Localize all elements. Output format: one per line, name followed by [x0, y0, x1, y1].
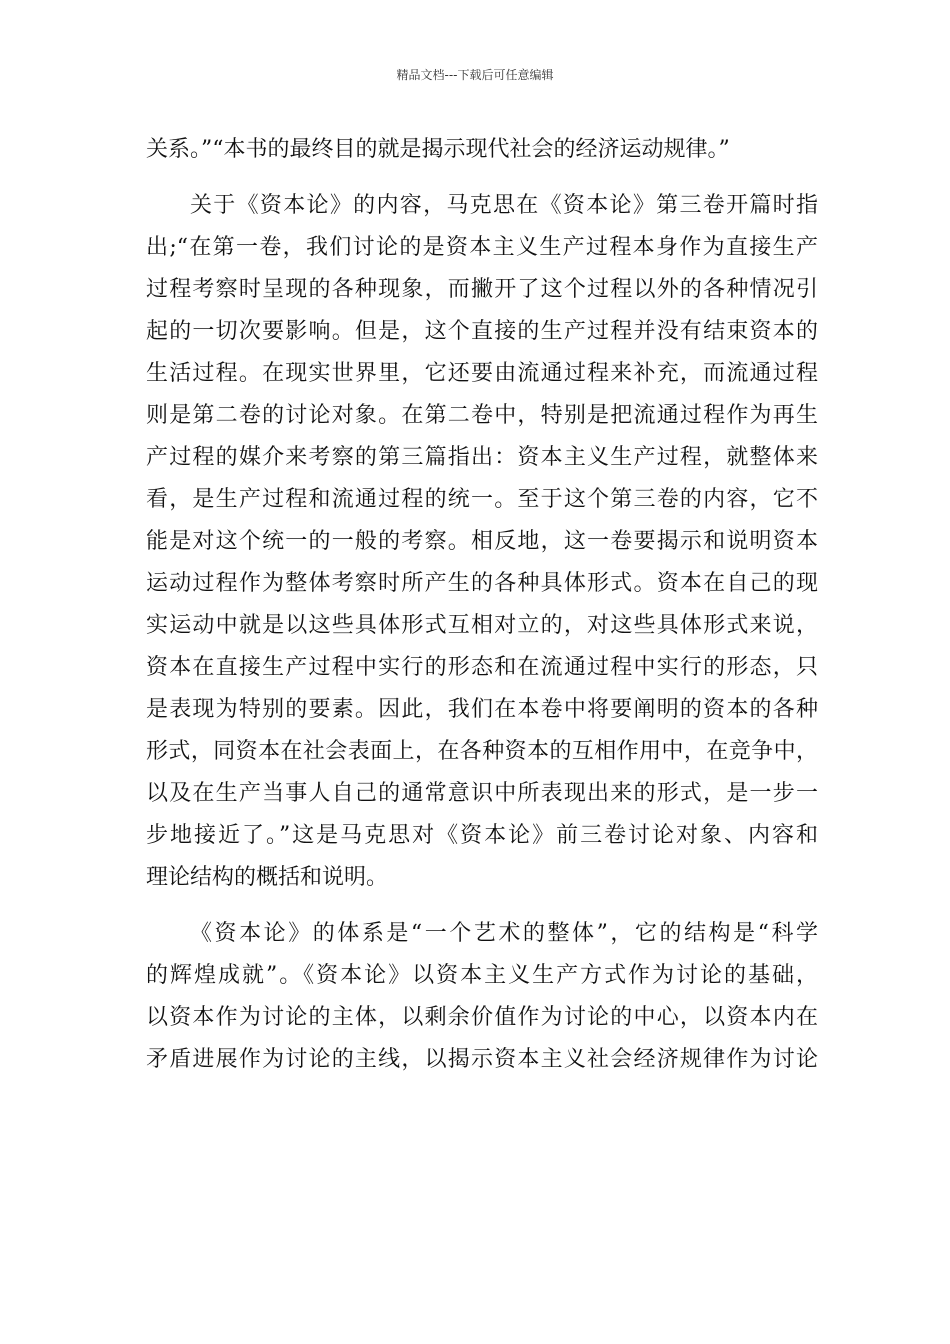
page-header: 精品文档---下载后可任意编辑	[396, 68, 554, 82]
text-line: 出;“在第一卷，我们讨论的是资本主义生产过程本身作为直接生产	[146, 235, 818, 260]
text-line: 《资本论》的体系是“一个艺术的整体”，它的结构是“科学	[190, 921, 818, 946]
text-line: 起的一切次要影响。但是，这个直接的生产过程并没有结束资本的	[146, 319, 818, 344]
paragraph	[146, 185, 818, 899]
text-line: 步地接近了。”这是马克思对《资本论》前三卷讨论对象、内容和	[146, 823, 818, 848]
paragraph	[146, 129, 818, 171]
document-body	[146, 129, 818, 1081]
text-line: 矛盾进展作为讨论的主线，以揭示资本主义社会经济规律作为讨论	[146, 1047, 818, 1072]
text-line: 生活过程。在现实世界里，它还要由流通过程来补充，而流通过程	[146, 361, 818, 386]
text-line: 是表现为特别的要素。因此，我们在本卷中将要阐明的资本的各种	[146, 697, 818, 722]
text-line: 关系。”“本书的最终目的就是揭示现代社会的经济运动规律。”	[146, 137, 730, 162]
text-line: 运动过程作为整体考察时所产生的各种具体形式。资本在自己的现	[146, 571, 818, 596]
text-line: 产过程的媒介来考察的第三篇指出：资本主义生产过程，就整体来	[146, 445, 818, 470]
text-line: 过程考察时呈现的各种现象，而撇开了这个过程以外的各种情况引	[146, 277, 818, 302]
text-line: 以资本作为讨论的主体，以剩余价值作为讨论的中心，以资本内在	[146, 1005, 818, 1030]
text-line: 的辉煌成就”。《资本论》以资本主义生产方式作为讨论的基础，	[146, 963, 818, 988]
text-line: 以及在生产当事人自己的通常意识中所表现出来的形式，是一步一	[146, 781, 818, 806]
text-line: 看，是生产过程和流通过程的统一。至于这个第三卷的内容，它不	[146, 487, 818, 512]
paragraph	[146, 913, 818, 1081]
text-line: 理论结构的概括和说明。	[146, 865, 389, 890]
text-line: 形式，同资本在社会表面上，在各种资本的互相作用中，在竞争中，	[146, 739, 818, 764]
text-line: 关于《资本论》的内容，马克思在《资本论》第三卷开篇时指	[190, 193, 818, 218]
text-line: 则是第二卷的讨论对象。在第二卷中，特别是把流通过程作为再生	[146, 403, 818, 428]
text-line: 资本在直接生产过程中实行的形态和在流通过程中实行的形态，只	[146, 655, 818, 680]
text-line: 能是对这个统一的一般的考察。相反地，这一卷要揭示和说明资本	[146, 529, 818, 554]
text-line: 实运动中就是以这些具体形式互相对立的，对这些具体形式来说，	[146, 613, 818, 638]
